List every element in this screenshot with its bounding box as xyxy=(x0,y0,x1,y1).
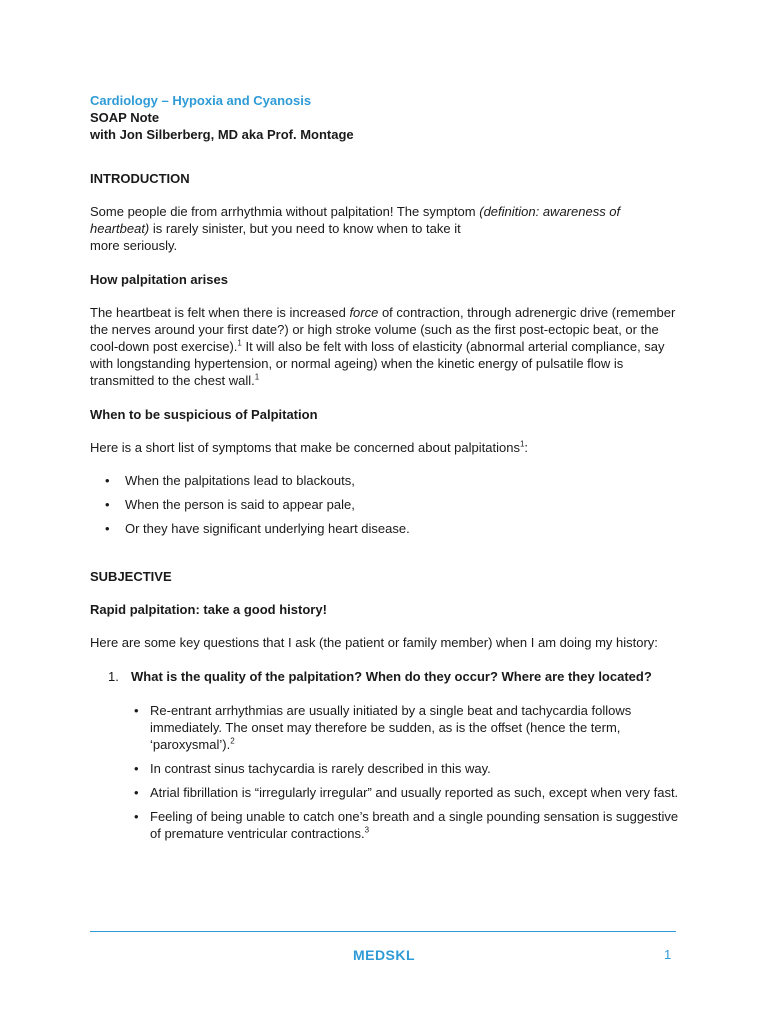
when-suspicious-paragraph xyxy=(90,439,680,456)
question-text: What is the quality of the palpitation? When do they occur? Where are they located? xyxy=(131,669,652,684)
topic-title: Cardiology – Hypoxia and Cyanosis xyxy=(90,93,312,108)
list-item-text: When the palpitations lead to blackouts, xyxy=(125,473,355,488)
intro-text-a: Some people die from arrhythmia without palpitation! The symptom xyxy=(90,204,480,219)
when-suspicious-heading: When to be suspicious of Palpitation xyxy=(90,407,318,422)
question-number: 1. xyxy=(108,669,119,684)
rapid-palpitation-heading: Rapid palpitation: take a good history! xyxy=(90,602,327,617)
how-text-a: The heartbeat is felt when there is increased xyxy=(90,305,350,320)
footnote-ref: 1 xyxy=(519,439,525,449)
list-item-text: Feeling of being unable to catch one’s breath and a single pounding sensation is suggestive of premature ventricular contractions. xyxy=(150,809,679,841)
bullet-icon: • xyxy=(105,497,110,512)
bullet-icon: • xyxy=(105,473,110,488)
list-item xyxy=(90,520,680,537)
subjective-heading: SUBJECTIVE xyxy=(90,569,172,584)
when-colon: : xyxy=(524,440,529,455)
intro-text-c: more seriously. xyxy=(90,238,178,253)
bullet-icon: • xyxy=(134,785,139,800)
key-questions-paragraph: Here are some key questions that I ask (the patient or family member) when I am doing my history: xyxy=(90,635,658,650)
list-item xyxy=(90,808,680,842)
intro-definition: (definition: awareness of heartbeat) xyxy=(90,204,621,236)
footnote-ref: 1 xyxy=(237,338,242,348)
list-item-text: In contrast sinus tachycardia is rarely described in this way. xyxy=(150,761,491,776)
list-item-text: Atrial fibrillation is “irregularly irregular” and usually reported as such, except when very fast. xyxy=(150,785,679,800)
how-text-c: It will also be felt with loss of elasticity (abnormal arterial compliance, say with longstanding hypertension, or normal ageing) when the kinetic energy of pulsatile flow is transmitted to the chest wall. xyxy=(90,339,665,388)
list-item-text: When the person is said to appear pale, xyxy=(125,497,355,512)
bullet-icon: • xyxy=(134,761,139,776)
footnote-ref: 1 xyxy=(254,372,260,382)
footer-brand-logo: MEDSKL xyxy=(352,947,416,963)
how-palpitation-heading: How palpitation arises xyxy=(90,272,228,287)
how-text-b: of contraction, through adrenergic drive (remember the nerves around your first date?) or high stroke volume (such as the first post-ectopic beat, or the cool-down post exercise). xyxy=(90,305,676,354)
page-content xyxy=(90,92,680,849)
footer-divider xyxy=(90,931,676,932)
question-item xyxy=(90,668,680,685)
list-item xyxy=(90,760,680,777)
footnote-ref: 2 xyxy=(230,736,235,746)
list-item xyxy=(90,472,680,489)
bullet-icon: • xyxy=(134,809,139,824)
how-force-word: force xyxy=(349,305,379,320)
bullet-icon: • xyxy=(134,703,139,718)
list-item-text: Or they have significant underlying heart disease. xyxy=(125,521,410,536)
when-text: Here is a short list of symptoms that make be concerned about palpitations xyxy=(90,440,520,455)
bullet-icon: • xyxy=(105,521,110,536)
introduction-paragraph xyxy=(90,203,680,254)
footnote-ref: 3 xyxy=(364,825,370,835)
list-item-text: Re-entrant arrhythmias are usually initiated by a single beat and tachycardia follows immediately. The onset may therefore be sudden, as is the offset (hence the term, ‘paroxysmal’). xyxy=(150,703,632,752)
how-palpitation-paragraph xyxy=(90,304,680,389)
doc-type: SOAP Note xyxy=(90,110,160,125)
list-item xyxy=(90,496,680,513)
list-item xyxy=(90,784,680,801)
author-line: with Jon Silberberg, MD aka Prof. Montage xyxy=(90,127,354,142)
introduction-heading: INTRODUCTION xyxy=(90,171,190,186)
list-item xyxy=(90,702,680,753)
question-detail-list xyxy=(90,702,680,842)
intro-text-b: is rarely sinister, but you need to know when to take it xyxy=(149,221,461,236)
symptom-list xyxy=(90,472,680,537)
page-number: 1 xyxy=(664,947,672,962)
